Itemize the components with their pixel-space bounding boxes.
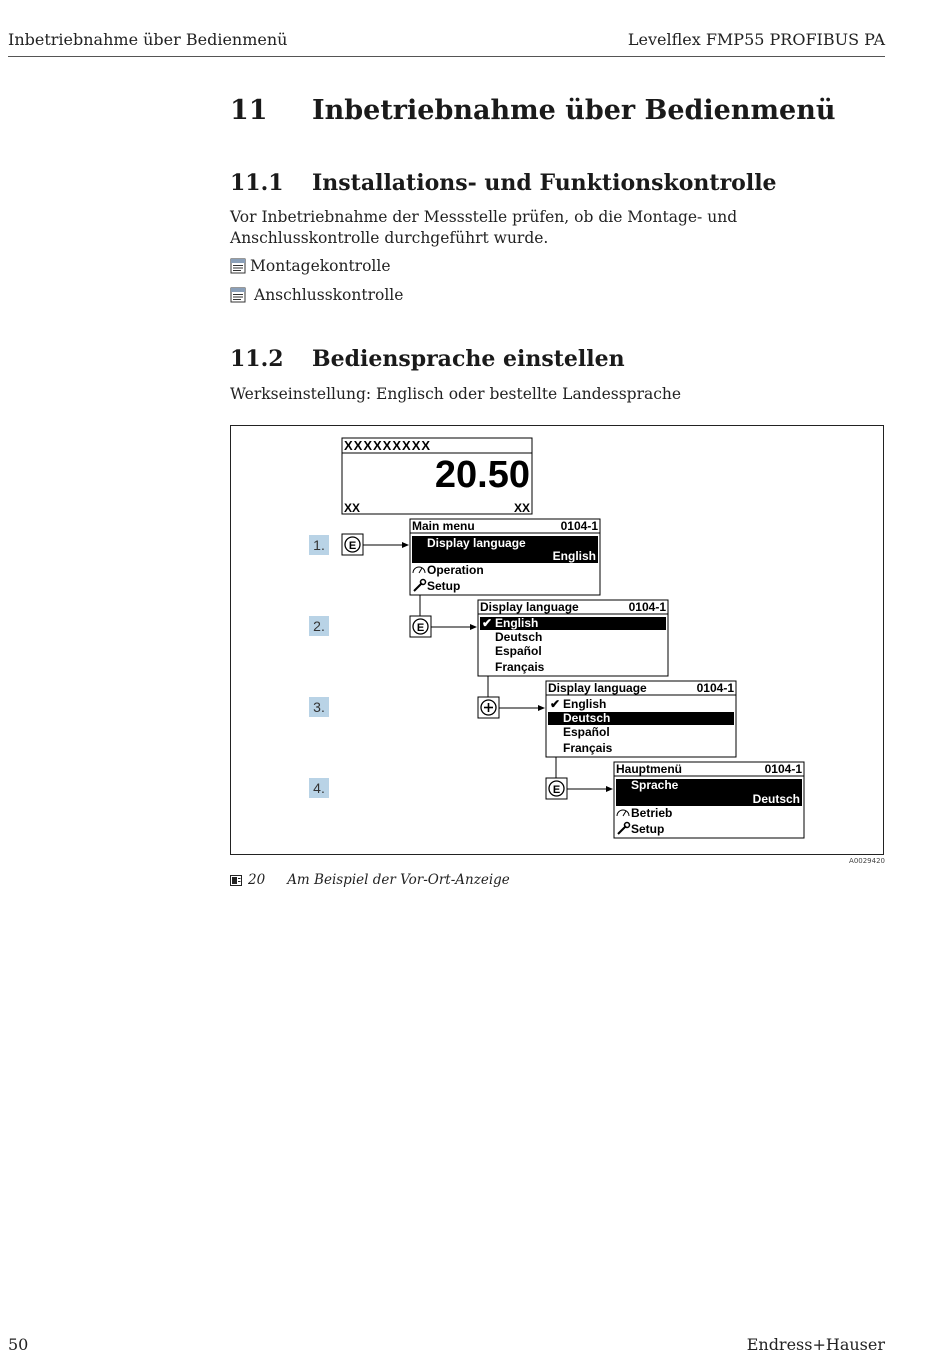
caption-number: 20 xyxy=(248,872,266,888)
enter-key[interactable] xyxy=(410,616,431,637)
section-title: Installations- und Funktionskontrolle xyxy=(312,170,777,196)
menu-item: Setup xyxy=(427,579,461,593)
step-label: 4. xyxy=(313,780,325,796)
section-number: 11.1 xyxy=(230,170,284,196)
figure-frame xyxy=(230,425,884,855)
display-tag: XXXXXXXXX xyxy=(344,438,432,453)
menu-title: Hauptmenü xyxy=(616,762,682,776)
display-unit-left: XX xyxy=(344,501,361,515)
section2-paragraph: Werkseinstellung: Englisch oder bestellte Landessprache xyxy=(230,385,682,403)
check-item-anschluss[interactable] xyxy=(230,286,403,304)
menu-option: Français xyxy=(563,741,613,755)
menu-code: 0104-1 xyxy=(764,762,802,776)
section-number: 11.2 xyxy=(230,346,284,372)
enter-key-label: E xyxy=(416,622,425,634)
menu-selected-label: Display language xyxy=(427,536,526,550)
step-label: 1. xyxy=(313,537,325,553)
plus-key[interactable] xyxy=(478,697,499,718)
menu-code: 0104-1 xyxy=(628,600,666,614)
check-item-label: Montagekontrolle xyxy=(250,257,391,275)
header-rule xyxy=(8,56,885,57)
menu-item: Betrieb xyxy=(631,806,673,820)
menu-option: Deutsch xyxy=(563,711,611,725)
enter-key-label: E xyxy=(348,540,357,552)
menu-hauptmenue xyxy=(614,762,804,838)
menu-option: Français xyxy=(495,660,545,674)
footer-brand: Endress+Hauser xyxy=(746,1335,885,1354)
running-header-right: Levelflex FMP55 PROFIBUS PA xyxy=(627,30,885,49)
menu-code: 0104-1 xyxy=(560,519,598,533)
enter-key[interactable] xyxy=(342,534,363,555)
menu-selected-label: Sprache xyxy=(631,778,679,792)
menu-option: Español xyxy=(563,725,610,739)
menu-selected-value: English xyxy=(552,549,596,563)
figure-icon xyxy=(230,875,242,886)
menu-title: Display language xyxy=(548,681,647,695)
menu-title: Display language xyxy=(480,600,579,614)
document-icon xyxy=(230,258,246,274)
menu-main xyxy=(410,519,600,595)
document-icon xyxy=(230,287,246,303)
menu-language-2 xyxy=(546,681,736,757)
running-header-left: Inbetriebnahme über Bedienmenü xyxy=(8,30,288,49)
enter-key-label: E xyxy=(552,784,561,796)
menu-language-1 xyxy=(478,600,668,676)
menu-title: Main menu xyxy=(412,519,475,533)
section1-paragraph: Vor Inbetriebnahme der Messstelle prüfen, ob die Montage- und Anschlusskontrolle durchgeführt wurde. xyxy=(230,208,738,247)
chapter-number: 11 xyxy=(230,95,268,126)
chapter-title: Inbetriebnahme über Bedienmenü xyxy=(312,95,836,126)
checkmark-icon: ✔ xyxy=(550,697,561,711)
display-unit-right: XX xyxy=(513,501,530,515)
menu-option: Deutsch xyxy=(495,630,543,644)
caption-text: Am Beispiel der Vor-Ort-Anzeige xyxy=(287,872,510,888)
menu-item: Operation xyxy=(427,563,484,577)
step-label: 2. xyxy=(313,618,325,634)
check-item-montage[interactable] xyxy=(230,257,391,275)
check-item-label: Anschlusskontrolle xyxy=(254,286,404,304)
checkmark-icon: ✔ xyxy=(482,616,493,630)
page-number: 50 xyxy=(8,1335,29,1354)
menu-option: English xyxy=(563,697,607,711)
figure-caption xyxy=(230,872,510,888)
menu-option: English xyxy=(495,616,539,630)
local-display xyxy=(342,438,532,515)
display-value: 20.50 xyxy=(434,454,530,496)
menu-code: 0104-1 xyxy=(696,681,734,695)
enter-key[interactable] xyxy=(546,778,567,799)
menu-selected-value: Deutsch xyxy=(752,792,800,806)
figure-id: A0029420 xyxy=(849,857,885,865)
display-diagram xyxy=(231,426,883,854)
menu-option: Español xyxy=(495,644,542,658)
section-title: Bediensprache einstellen xyxy=(312,346,625,372)
menu-item: Setup xyxy=(631,822,665,836)
step-label: 3. xyxy=(313,699,325,715)
